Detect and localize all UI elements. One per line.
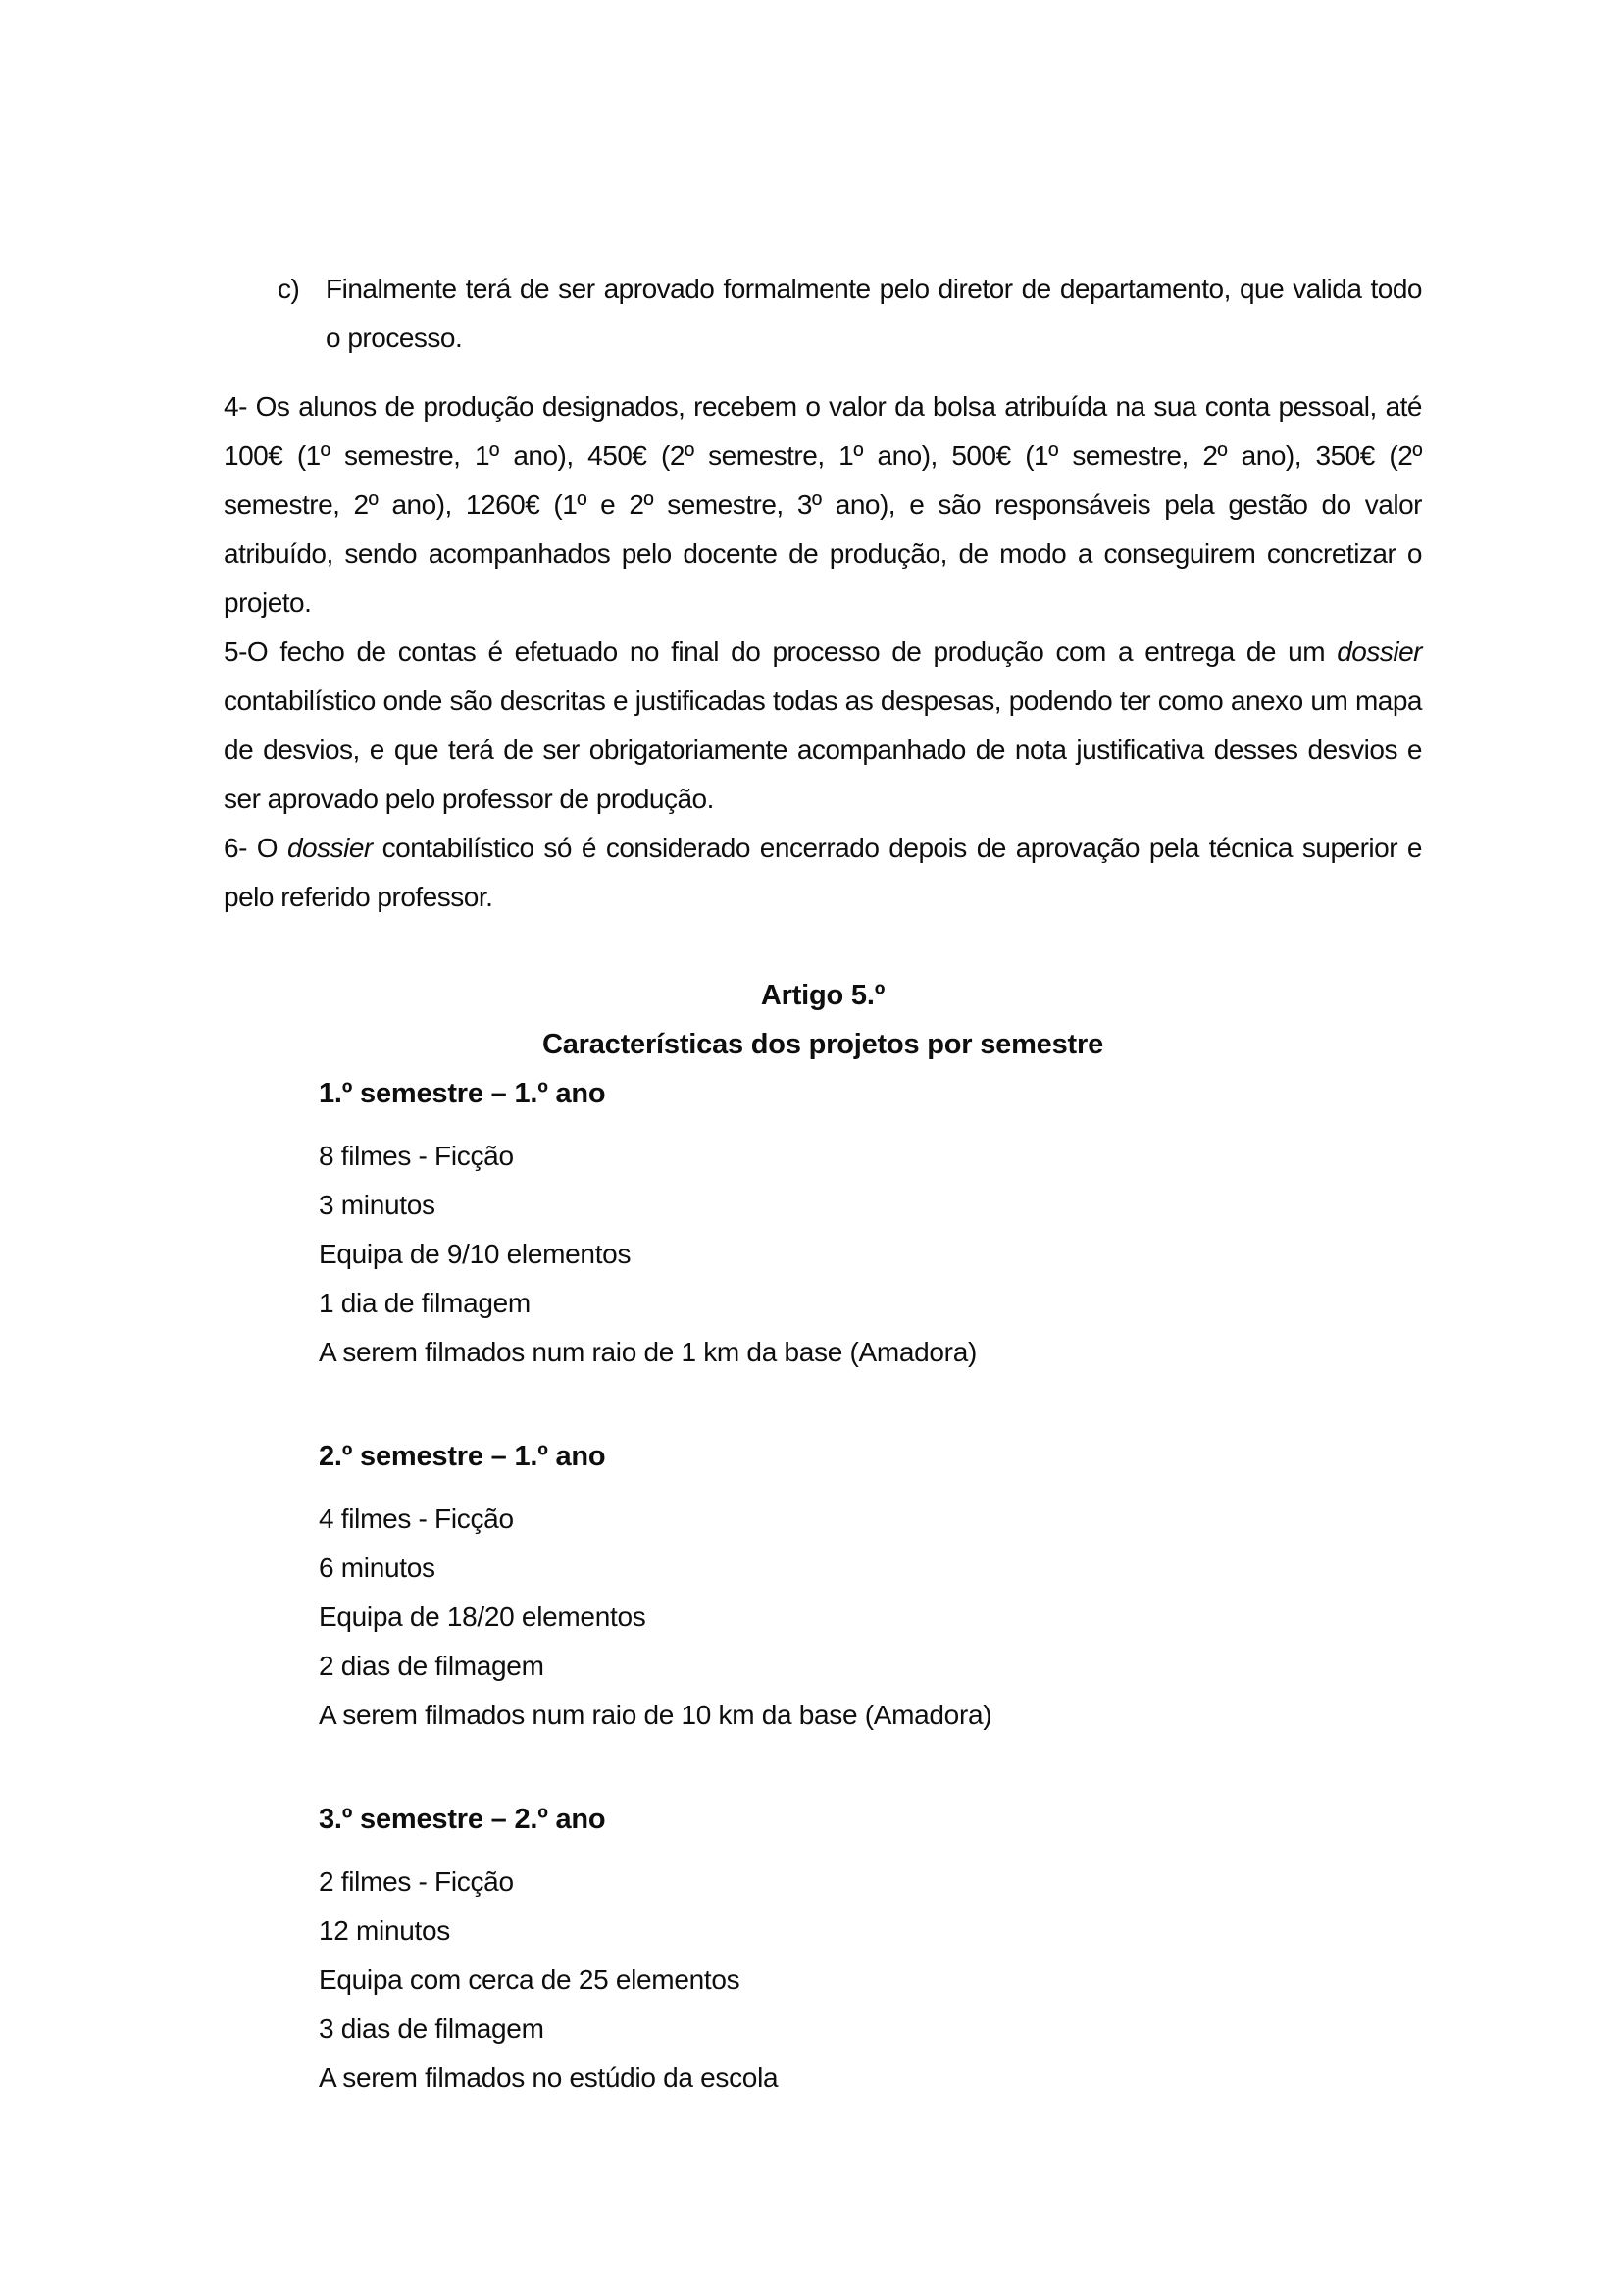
- paragraph-5-italic-term: dossier: [1337, 637, 1422, 667]
- section-2-item: 2 dias de filmagem: [319, 1651, 544, 1681]
- section-3-item: A serem filmados no estúdio da escola: [319, 2063, 779, 2093]
- paragraph-4: 4- Os alunos de produção designados, recebem o valor da bolsa atribuída na sua conta pessoal, até 100€ (1º semestre, 1º ano), 450€ (2º semestre, 1º ano), 500€ (1º semestre, 2º ano), 350€ (2º semestre, 2º ano), 1260€ (1º e 2º semestre, 3º ano), e são responsáveis pela gestão do valor atribuído, sendo acompanhados pelo docente de produção, de modo a conseguirem concretizar o projeto.: [224, 391, 1422, 618]
- section-2-item: Equipa de 18/20 elementos: [319, 1602, 646, 1632]
- paragraph-6: [224, 824, 1422, 922]
- section-1-item: 1 dia de filmagem: [319, 1288, 531, 1318]
- section-2-heading: 2.º semestre – 1.º ano: [319, 1441, 606, 1472]
- section-3-item: 3 dias de filmagem: [319, 2014, 544, 2044]
- section-3-item: 2 filmes - Ficção: [319, 1866, 514, 1897]
- section-2-item: 6 minutos: [319, 1553, 435, 1583]
- section-semester-2: [224, 1432, 1422, 1740]
- paragraph-5: [224, 628, 1422, 824]
- section-2-item: 4 filmes - Ficção: [319, 1504, 514, 1534]
- article-title: Artigo 5.º: [760, 980, 886, 1011]
- paragraph-6-text-end: contabilístico só é considerado encerrado depois de aprovação pela técnica superior e pelo referido professor.: [224, 833, 1422, 912]
- section-1-item: Equipa de 9/10 elementos: [319, 1239, 632, 1269]
- article-heading-block: [224, 971, 1422, 1069]
- paragraph-item-c: [224, 265, 1422, 363]
- section-1-item: A serem filmados num raio de 1 km da base (Amadora): [319, 1337, 978, 1367]
- section-3-item: 12 minutos: [319, 1915, 450, 1946]
- article-subtitle: Características dos projetos por semestre: [541, 1029, 1104, 1060]
- section-1-item: 8 filmes - Ficção: [319, 1141, 514, 1171]
- section-2-item: A serem filmados num raio de 10 km da base (Amadora): [319, 1700, 992, 1730]
- section-3-heading: 3.º semestre – 2.º ano: [319, 1804, 606, 1835]
- paragraph-6-italic-term: dossier: [286, 833, 373, 863]
- section-1-item: 3 minutos: [319, 1190, 435, 1220]
- section-3-item: Equipa com cerca de 25 elementos: [319, 1964, 740, 1995]
- section-1-heading: 1.º semestre – 1.º ano: [319, 1078, 606, 1109]
- section-semester-1: [224, 1069, 1422, 1377]
- paragraph-5-text-end: contabilístico onde são descritas e justificadas todas as despesas, podendo ter como anexo um mapa de desvios, e que terá de ser obrigatoriamente acompanhado de nota justificativa desses desvios e ser aprovado pelo professor de produção.: [224, 686, 1422, 814]
- list-marker-c: c): [278, 274, 300, 304]
- section-semester-3: [224, 1795, 1422, 2103]
- paragraph-5-text-start: 5-O fecho de contas é efetuado no final do processo de produção com a entrega de um: [224, 637, 1338, 667]
- paragraph-6-text-start: 6- O: [224, 833, 287, 863]
- paragraph-item-c-text: Finalmente terá de ser aprovado formalmente pelo diretor de departamento, que valida todo o processo.: [326, 274, 1422, 353]
